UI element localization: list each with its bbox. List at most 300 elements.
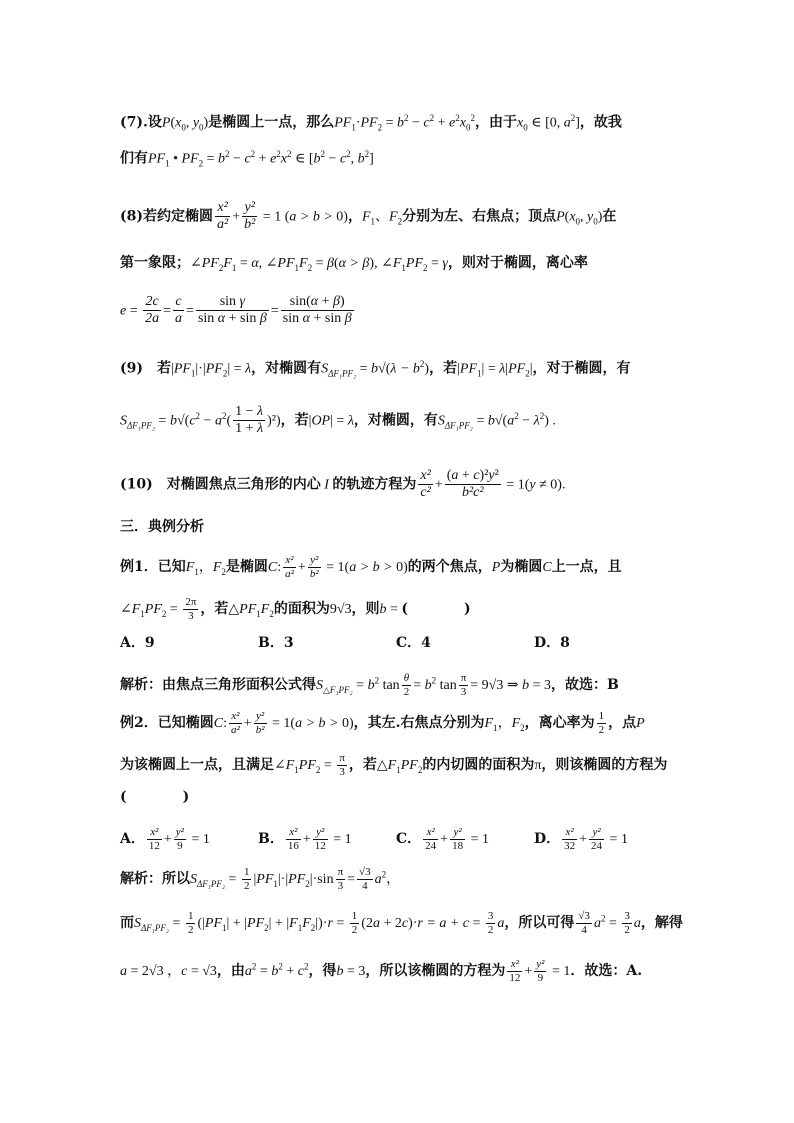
math-expr: ) (597, 209, 603, 225)
math-expr: = (203, 151, 219, 167)
item-10-text: 对椭圆焦点三角形的内心 (166, 476, 321, 493)
example-1-solution (120, 672, 619, 698)
item-8-text: ， (347, 208, 362, 225)
math-expr: = (352, 678, 368, 694)
math-expr: c (423, 115, 430, 131)
math-expr: 2 (525, 368, 530, 379)
math-expr: 2 (417, 764, 423, 775)
math-expr: = (356, 361, 372, 377)
math-expr: = 9√3 ⇒ (470, 678, 523, 694)
math-expr: F (299, 256, 308, 271)
math-fraction: $\frac{1}{2}$ (351, 910, 358, 936)
example-2-text: ，点 (608, 715, 637, 732)
math-expr: a > b > (349, 560, 397, 576)
math-fraction: $\frac{1 - \lambda}{1 + \lambda}$ (235, 404, 264, 437)
math-expr: 1 (140, 608, 145, 619)
math-expr: a > b > (289, 209, 337, 225)
item-7-label: (7) (120, 114, 143, 131)
math-expr: 2 (404, 113, 409, 123)
math-expr: 2 (315, 764, 321, 775)
math-expr: (| (197, 916, 205, 932)
example-1-text: 是椭圆 (225, 559, 268, 576)
math-fraction: $\frac{\pi}{3}$ (337, 866, 344, 892)
item-7-text: 们有 (120, 150, 148, 167)
math-expr: 1 (370, 216, 376, 227)
math-expr: 1 (294, 764, 299, 775)
math-expr: |·sin (309, 872, 334, 888)
math-expr: x (459, 115, 466, 131)
item-7-text: ，故我 (579, 114, 622, 131)
math-expr: b (336, 964, 344, 980)
math-expr: b (487, 413, 495, 429)
math-expr: x (516, 115, 524, 131)
math-expr: 1 (401, 262, 406, 273)
option-a: A． $\frac{\text{x²}}{12}$ + $\frac{\text{y²}}{9}$ = 1 (120, 826, 210, 852)
item-8-text: 在 (602, 208, 617, 225)
item-8-text: 分别为左、右焦点；顶点 (402, 208, 557, 225)
math-expr: F (361, 209, 371, 225)
math-fraction: $\frac{\text{x²}}{\text{a²}}$ (285, 554, 294, 580)
math-expr: 2 (320, 149, 326, 159)
math-expr: 2 (198, 158, 204, 169)
math-expr: b (357, 151, 365, 167)
math-expr: |)· (315, 916, 328, 932)
example-2-text: ，离心率为 (524, 715, 595, 732)
math-expr: 2 (455, 113, 460, 123)
math-expr: 1 (477, 368, 482, 379)
math-expr: ] (369, 151, 374, 167)
example-1-line-1 (120, 554, 622, 580)
example-1-line-2 (120, 596, 471, 622)
math-expr: = (155, 413, 170, 429)
math-expr: ) . (544, 413, 556, 429)
math-expr: | (171, 361, 174, 377)
math-expr: y (587, 209, 594, 225)
math-expr: · (355, 115, 361, 131)
math-fraction: $\frac{c}{a}$ (175, 294, 183, 327)
example-1-text: 的两个焦点， (407, 559, 492, 576)
math-expr: − (408, 115, 424, 131)
math-expr: ΔF₁PF₂ (197, 878, 226, 889)
math-expr: 1 (351, 122, 356, 133)
item-7-line-1 (120, 114, 622, 132)
math-expr: tan (379, 678, 400, 694)
math-expr: S (134, 916, 141, 932)
math-expr: = 3 (343, 964, 366, 980)
math-expr: , (258, 256, 266, 271)
example-2-options (120, 826, 672, 852)
math-expr: b (397, 115, 405, 131)
item-8-line-1 (120, 200, 616, 233)
math-expr: − (229, 151, 245, 167)
math-expr: PF (247, 916, 265, 932)
math-expr: = (332, 916, 348, 932)
math-expr: λ (245, 361, 252, 377)
math-expr: C (267, 560, 278, 576)
item-8-text: 若约定椭圆 (143, 208, 213, 225)
math-expr: ∠PF (265, 256, 295, 271)
math-fraction: $\frac{\text{x²}}{\text{a²}}$ (230, 710, 240, 736)
math-expr: | = (330, 413, 348, 429)
option-b: B．3 (258, 635, 294, 651)
math-expr: ΔF₁PF₂ (141, 922, 170, 933)
math-expr: PF (459, 361, 478, 377)
math-expr: : (277, 560, 282, 576)
math-expr: PF (144, 602, 162, 618)
math-expr: 2 (419, 359, 425, 369)
math-expr: c (339, 151, 347, 167)
math-expr: − (200, 413, 215, 429)
math-expr: △F₁PF₂ (323, 684, 353, 695)
math-expr: = 3 (529, 678, 551, 694)
item-9-text: ，对于椭圆，有 (532, 360, 631, 377)
math-expr: , (185, 115, 193, 131)
math-fraction: $\frac{1}{2}$ (598, 710, 605, 736)
math-expr: c (181, 964, 188, 980)
math-expr: F (302, 916, 311, 932)
item-10-line (120, 468, 565, 501)
item-7-text: .设 (143, 114, 162, 131)
math-fraction: $\frac{2c}{2a}$ (145, 294, 160, 327)
math-expr: 2 (429, 113, 435, 123)
math-expr: = (468, 916, 484, 932)
math-expr: )²) (267, 413, 281, 429)
math-expr: S (190, 872, 197, 888)
math-expr: 0 (181, 122, 186, 133)
math-expr: ( (226, 413, 232, 429)
math-expr: PF (148, 151, 166, 167)
math-expr: F (212, 560, 222, 576)
math-expr: 2 (397, 216, 403, 227)
math-expr: 2 (251, 961, 257, 972)
math-expr: |·| (277, 872, 289, 888)
math-expr: F (289, 916, 298, 932)
math-expr: b (379, 602, 387, 618)
math-expr: S (321, 361, 329, 377)
math-expr: = (347, 872, 356, 888)
math-expr: PF (508, 361, 526, 377)
math-expr: ) (424, 361, 430, 377)
item-9-label: (9) (120, 360, 143, 377)
math-expr: a (633, 916, 641, 932)
math-fraction: $\frac{\text{x²}}{\text{c²}}$ (420, 468, 431, 501)
item-9-line-2 (120, 404, 556, 437)
math-expr: a (497, 916, 505, 932)
solution-text: 由焦点三角形面积公式得 (162, 677, 316, 694)
math-expr: + (243, 716, 252, 732)
math-expr: C (542, 560, 552, 576)
math-expr: + (434, 477, 443, 493)
math-fraction: $\frac{√3}{4}$ (578, 910, 590, 936)
math-expr: c (189, 413, 196, 429)
math-expr: PF (181, 151, 199, 167)
math-expr: r (327, 916, 333, 932)
math-expr: 1 (190, 368, 196, 379)
item-8-text: 第一象限； (120, 255, 190, 271)
item-8-label: (8) (120, 208, 143, 225)
math-expr: ] (575, 115, 580, 131)
math-expr: 0) (336, 209, 348, 225)
math-expr: |·| (195, 361, 206, 377)
math-expr: | + | (268, 916, 290, 932)
option-d: D．8 (534, 635, 570, 651)
math-expr: PF (334, 115, 352, 131)
math-expr: OP (311, 413, 331, 429)
math-expr: a (563, 115, 571, 131)
math-expr: = (169, 916, 184, 932)
math-fraction: $\frac{\theta}{2}$ (403, 672, 410, 698)
math-expr: 2 (305, 878, 310, 889)
math-expr: = (186, 303, 194, 319)
solution-text: 所以 (162, 871, 190, 888)
math-fraction: $\frac{1}{2}$ (187, 910, 194, 936)
math-expr: PF (173, 361, 191, 377)
math-expr: )· (408, 916, 418, 932)
math-expr: = (386, 602, 402, 618)
solution-text: 而 (120, 915, 134, 932)
math-expr: = (320, 758, 336, 774)
option-c: C．4 (396, 635, 431, 651)
math-expr: a (372, 916, 380, 932)
answer-blank: ( ) (401, 601, 471, 618)
math-expr: 1 (165, 158, 170, 169)
math-expr: 2 (377, 122, 383, 133)
math-expr: ∠F (120, 602, 141, 618)
math-expr: F (387, 758, 397, 774)
math-expr: 2 (225, 149, 230, 159)
math-expr: F (511, 716, 521, 732)
math-expr: 2 (381, 869, 387, 880)
math-expr: | + | (226, 916, 248, 932)
math-expr: 2 (195, 410, 201, 421)
math-expr: 1 (294, 262, 300, 273)
math-expr: ( (170, 115, 176, 131)
example-2-text: 已知椭圆 (157, 715, 214, 732)
math-expr: (2 (361, 916, 373, 932)
math-expr: ∠PF (190, 256, 219, 271)
math-expr: 2 (218, 262, 224, 273)
math-expr: F (185, 560, 195, 576)
math-expr: 2 (276, 149, 281, 159)
math-expr: 0). (550, 477, 566, 493)
option-a: A．9 (120, 635, 155, 651)
item-9-text: ，若 (429, 360, 458, 377)
math-expr: 2 (222, 368, 228, 379)
math-expr: P (491, 560, 501, 576)
math-expr: = (413, 678, 425, 694)
math-expr: | (253, 872, 257, 888)
item-9-text: ，若 (280, 412, 309, 429)
example-1-text: 的面积为 (273, 601, 330, 618)
math-expr: y ≠ (529, 477, 551, 493)
math-expr: F (484, 716, 494, 732)
math-expr: = 1( (268, 716, 296, 732)
solution-label: 解析： (120, 871, 162, 888)
example-2-solution-line-1 (120, 866, 400, 892)
item-9-text: ，对椭圆，有 (353, 412, 438, 429)
math-expr: 2 (431, 675, 437, 686)
math-expr: | (505, 361, 509, 377)
math-expr: + (232, 209, 241, 225)
math-expr: 1 (256, 608, 261, 619)
item-10-text: 的轨迹方程为 (332, 476, 417, 493)
math-expr: S (437, 413, 445, 429)
math-expr: ΔF₁PF₂ (127, 420, 156, 431)
math-expr: tan (436, 678, 457, 694)
math-expr: λ (347, 413, 354, 429)
item-8-line-2 (120, 256, 588, 273)
math-expr: 2 (600, 913, 606, 924)
math-expr: 2 (278, 961, 283, 972)
example-1-options (120, 636, 672, 650)
math-expr: e (120, 303, 127, 319)
example-2-line-2 (120, 752, 667, 778)
math-expr: c (244, 151, 251, 167)
math-fraction: $\frac{\pi}{3}$ (339, 752, 345, 778)
math-expr: β (326, 256, 334, 271)
example-1-label: 例1． (120, 559, 158, 576)
math-expr: 9√3 (329, 602, 352, 618)
math-expr: 0) (396, 560, 408, 576)
math-expr: y (192, 115, 200, 131)
math-expr: 2 (520, 722, 525, 733)
math-expr: 1 (231, 262, 237, 273)
item-9-text: 若 (157, 360, 171, 377)
math-expr: = (126, 303, 142, 319)
solution-text: ，得 (308, 963, 337, 980)
math-expr: ( (564, 209, 570, 225)
solution-text: ，所以可得 (504, 915, 575, 932)
math-expr: + (434, 115, 450, 131)
math-expr: = (225, 872, 240, 888)
math-expr: 2 (423, 262, 428, 273)
math-expr: ), (369, 256, 382, 271)
math-expr: = (605, 916, 621, 932)
math-expr: | (457, 361, 460, 377)
option-b: B． $\frac{\text{x²}}{16}$ + $\frac{\text{y²}}{12}$ = 1 (258, 826, 352, 852)
math-expr: x (569, 209, 576, 225)
example-2-line-1 (120, 710, 645, 736)
math-expr: 2 (161, 608, 167, 619)
math-expr: 2 (470, 113, 475, 123)
math-expr: b (218, 151, 226, 167)
math-fraction: $\frac{1}{2}$ (243, 866, 250, 892)
math-expr: b (313, 151, 321, 167)
math-expr: = (427, 256, 443, 271)
math-expr: 2 (539, 410, 545, 421)
math-expr: 2 (570, 113, 576, 123)
math-expr: 2 (303, 961, 309, 972)
math-expr: F (389, 209, 398, 225)
math-expr: = (382, 115, 398, 131)
solution-text: ．故选：A. (570, 963, 643, 980)
math-expr: 2 (264, 922, 269, 933)
math-expr: 1 (273, 878, 278, 889)
math-expr: γ (442, 256, 448, 271)
math-expr: PF (204, 916, 223, 932)
item-9-line-1 (120, 360, 631, 378)
math-expr: x (280, 151, 287, 167)
example-2-text: ，若 (348, 757, 377, 774)
solution-text: ，所以该椭圆的方程为 (365, 963, 506, 980)
math-expr: | (308, 413, 312, 429)
math-expr: ΔF₁PF₂ (328, 368, 357, 379)
math-expr: b (169, 413, 177, 429)
math-expr: 2 (221, 566, 226, 577)
item-7-line-2 (120, 150, 374, 168)
math-expr: c (297, 964, 304, 980)
math-expr: 2 (364, 149, 370, 159)
math-expr: P (161, 115, 171, 131)
example-2-text: ，其左.右焦点分别为 (353, 715, 485, 732)
math-fraction: $\frac{\text{y²}}{\text{b²}}$ (255, 710, 265, 736)
math-expr: = (166, 602, 182, 618)
math-expr: PF (298, 758, 316, 774)
math-expr: 2 (346, 149, 351, 159)
math-expr: e (270, 151, 277, 167)
item-8-text: ，则对于椭圆，离心率 (447, 255, 588, 271)
math-expr: PF (288, 872, 306, 888)
example-2-text: 的内切圆的面积为 (422, 757, 535, 774)
math-expr: PF (400, 758, 418, 774)
math-expr: + (524, 964, 533, 980)
math-expr: ， (198, 560, 213, 576)
math-expr: r = a + c (417, 916, 469, 932)
math-expr: + 2 (379, 916, 402, 932)
math-expr: + (282, 964, 298, 980)
math-expr: + (297, 560, 306, 576)
solution-text: ，由 (216, 963, 245, 980)
math-fraction: $\frac{\sin(\alpha + \beta)}{\text{sin α + sin β}}$ (282, 294, 352, 327)
math-expr: S (120, 413, 127, 429)
math-expr: PF (239, 602, 257, 618)
math-expr: = (163, 303, 172, 319)
math-expr: a (507, 413, 515, 429)
math-fraction: $\frac{\text{y²}}{\text{b²}}$ (309, 554, 319, 580)
math-expr: 2 (307, 262, 313, 273)
math-expr: : (223, 716, 227, 732)
math-expr: PF (205, 361, 223, 377)
math-expr: F (260, 602, 270, 618)
example-1-text: 为椭圆 (500, 559, 543, 576)
math-expr: ∈ [ (291, 151, 314, 167)
math-expr: + (255, 151, 271, 167)
option-c: C． $\frac{\text{x²}}{24}$ + $\frac{\text{y²}}{18}$ = 1 (396, 826, 489, 852)
math-expr: b (424, 678, 432, 694)
math-expr: ) (203, 115, 209, 131)
example-1-text: 上一点，且 (551, 559, 622, 576)
section-title: 三．典例分析 (120, 519, 204, 535)
math-expr: △ (228, 602, 240, 618)
math-expr: PF (360, 115, 378, 131)
math-expr: 0 (465, 122, 471, 133)
math-expr: , (580, 209, 588, 225)
math-expr: 2 (221, 410, 227, 421)
math-expr: = 2√3 ， (127, 964, 182, 980)
math-expr: = 1 (548, 964, 571, 980)
math-expr: PF (405, 256, 423, 271)
math-expr: b (371, 361, 379, 377)
math-expr: ΔF₁PF₂ (444, 420, 473, 431)
math-expr: 1 (222, 922, 227, 933)
math-fraction: $\frac{\pi}{3}$ (460, 672, 467, 698)
math-expr: 0 (199, 122, 204, 133)
math-expr: 2 (310, 922, 316, 933)
math-fraction: $\frac{3}{2}$ (487, 910, 494, 936)
math-expr: a (374, 872, 382, 888)
math-expr: a > b > (295, 716, 342, 732)
example-2-text: ，则该椭圆的方程为 (541, 757, 668, 774)
